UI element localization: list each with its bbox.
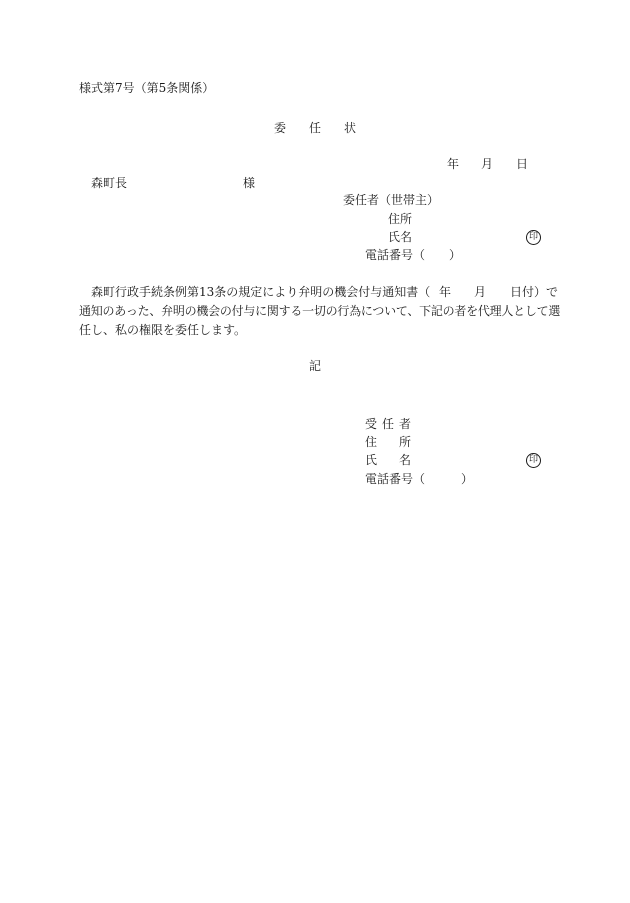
- addressee-name: 森町長: [91, 176, 128, 190]
- date-month-label: 月: [481, 157, 494, 171]
- delegate-address-c2: 所: [399, 435, 412, 449]
- delegator-address-label: 住所: [388, 212, 413, 226]
- body-line-1-day: 日付）で: [510, 285, 559, 299]
- delegate-phone-label: 電話番号（ ）: [365, 472, 474, 486]
- delegate-heading-c2: 任: [382, 417, 395, 431]
- title-char-1: 委: [274, 121, 287, 135]
- delegate-heading-c3: 者: [399, 417, 412, 431]
- date-year-label: 年: [447, 157, 460, 171]
- date-day-label: 日: [516, 157, 529, 171]
- delegator-name-label: 氏名: [388, 230, 413, 244]
- delegate-name-c2: 名: [399, 453, 412, 467]
- body-line-1-month: 月: [474, 285, 487, 299]
- body-line-2: 通知のあった、弁明の機会の付与に関する一切の行為について、下記の者を代理人として選: [79, 304, 561, 318]
- body-line-3: 任し、私の権限を委任します。: [79, 323, 247, 337]
- delegate-address-c1: 住: [365, 435, 378, 449]
- delegator-heading: 委任者（世帯主）: [343, 193, 440, 207]
- addressee-honorific: 様: [243, 176, 256, 190]
- body-line-1: [91, 285, 430, 299]
- delegator-seal-icon: 印: [526, 230, 541, 245]
- body-line-1-main: 森町行政手続条例第13条の規定により弁明の機会付与通知書（: [91, 285, 431, 299]
- ki-heading: 記: [309, 359, 322, 373]
- delegate-heading-c1: 受: [365, 417, 378, 431]
- title-char-2: 任: [309, 121, 322, 135]
- body-line-1-year: 年: [439, 285, 452, 299]
- delegator-phone-label: 電話番号（ ）: [365, 248, 462, 262]
- delegate-name-c1: 氏: [365, 453, 378, 467]
- delegate-seal-icon: 印: [526, 453, 541, 468]
- title-char-3: 状: [344, 121, 357, 135]
- form-number: 様式第7号（第5条関係）: [79, 81, 215, 95]
